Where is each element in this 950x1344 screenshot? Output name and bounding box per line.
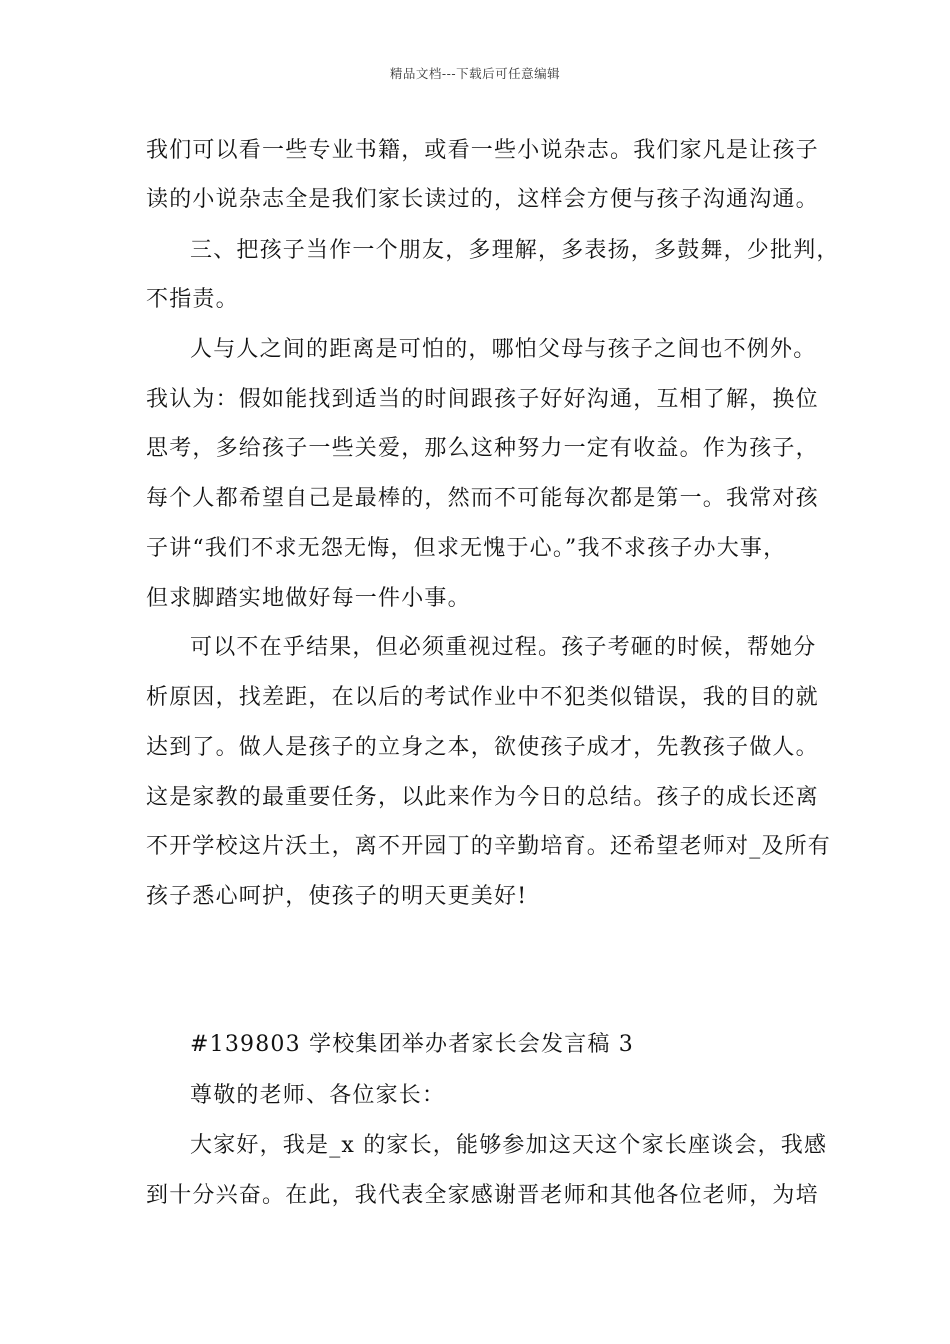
text-line: 孩子悉心呵护，使孩子的明天更美好! bbox=[146, 884, 528, 909]
text-line: 我认为：假如能找到适当的时间跟孩子好好沟通，互相了解，换位 bbox=[146, 387, 819, 412]
text-line: 达到了。做人是孩子的立身之本，欲使孩子成才，先教孩子做人。 bbox=[146, 735, 819, 760]
text-line: 大家好，我是_x 的家长，能够参加这天这个家长座谈会，我感 bbox=[190, 1133, 828, 1158]
text-line: 三、把孩子当作一个朋友，多理解，多表扬，多鼓舞，少批判， bbox=[190, 238, 840, 263]
salutation: 尊敬的老师、各位家长： bbox=[190, 1083, 446, 1108]
text-line: 每个人都希望自己是最棒的，然而不可能每次都是第一。我常对孩 bbox=[146, 486, 819, 511]
text-line: 不指责。 bbox=[146, 287, 239, 312]
text-line: 读的小说杂志全是我们家长读过的，这样会方便与孩子沟通沟通。 bbox=[146, 187, 819, 212]
text-line: 析原因，找差距，在以后的考试作业中不犯类似错误，我的目的就 bbox=[146, 685, 819, 710]
text-line: 到十分兴奋。在此，我代表全家感谢晋老师和其他各位老师，为培 bbox=[146, 1183, 819, 1208]
text-line: 人与人之间的距离是可怕的，哪怕父母与孩子之间也不例外。 bbox=[190, 337, 817, 362]
text-line: 可以不在乎结果，但必须重视过程。孩子考砸的时候，帮她分 bbox=[190, 635, 817, 660]
text-line: 这是家教的最重要任务，以此来作为今日的总结。孩子的成长还离 bbox=[146, 785, 819, 810]
text-line: 思考，多给孩子一些关爱，那么这种努力一定有收益。作为孩子， bbox=[146, 436, 819, 461]
text-line: 但求脚踏实地做好每一件小事。 bbox=[146, 586, 471, 611]
text-line: 子讲“我们不求无怨无悔，但求无愧于心。”我不求孩子办大事， bbox=[146, 536, 787, 561]
text-line: 不开学校这片沃土，离不开园丁的辛勤培育。还希望老师对_及所有 bbox=[146, 834, 832, 859]
page-header: 精品文档---下载后可任意编辑 bbox=[389, 66, 561, 81]
section-title: #139803 学校集团举办者家长会发言稿 3 bbox=[190, 1032, 635, 1057]
text-line: 我们可以看一些专业书籍，或看一些小说杂志。我们家凡是让孩子 bbox=[146, 138, 819, 163]
